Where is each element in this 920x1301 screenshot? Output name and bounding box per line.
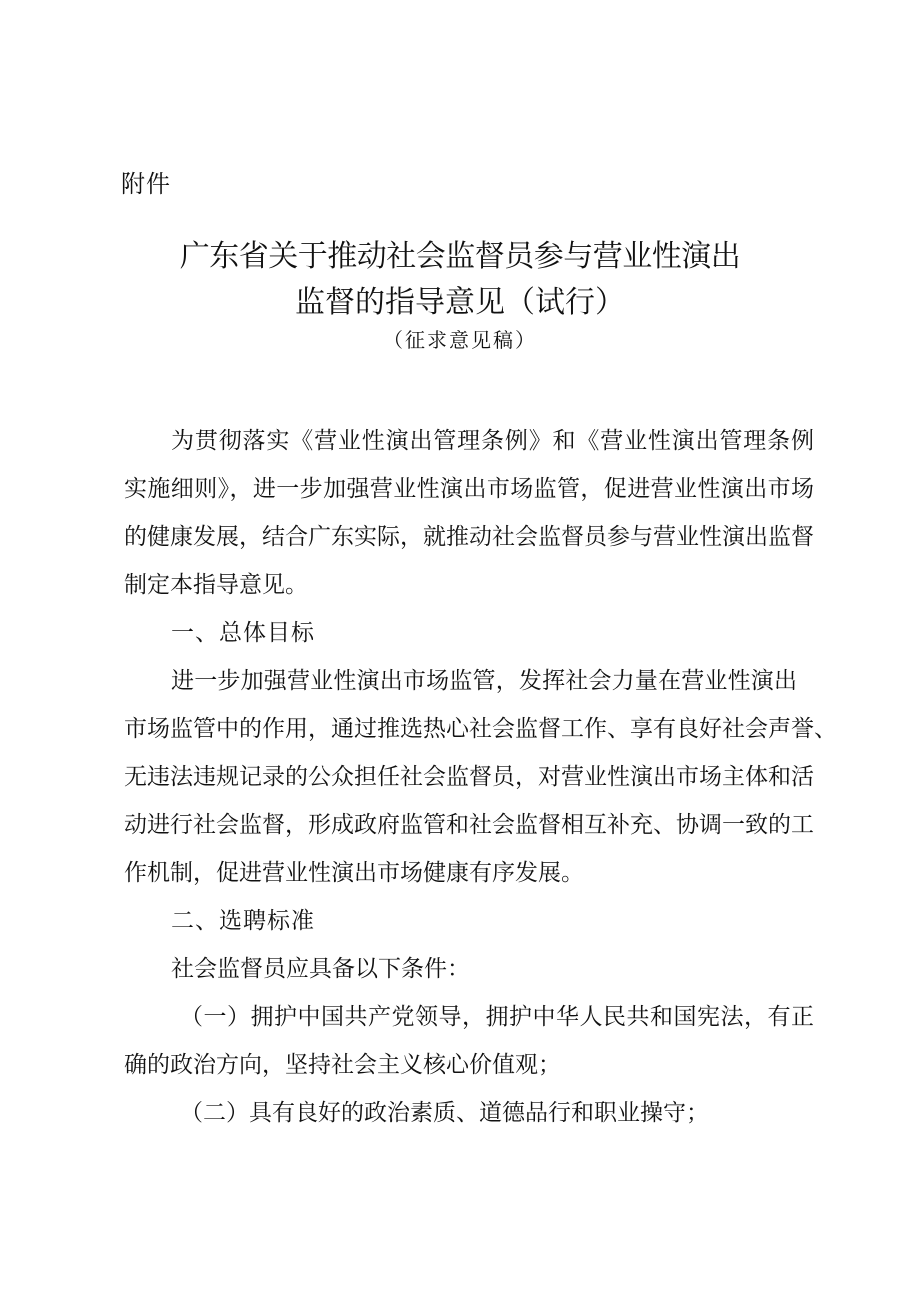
list-item-line: 确的政治方向，坚持社会主义核心价值观； <box>124 1052 561 1078</box>
list-item-line: （二）具有良好的政治素质、道德品行和职业操守； <box>180 1100 709 1126</box>
paragraph-line: 无违法违规记录的公众担任社会监督员，对营业性演出市场主体和活 <box>124 764 814 790</box>
preamble-line: 的健康发展，结合广东实际，就推动社会监督员参与营业性演出监督 <box>124 524 814 550</box>
preamble-line: 实施细则》，进一步加强营业性演出市场监管，促进营业性演出市场 <box>124 476 814 502</box>
preamble-line: 制定本指导意见。 <box>124 572 308 598</box>
paragraph-line: 作机制，促进营业性演出市场健康有序发展。 <box>124 860 584 886</box>
paragraph-line: 动进行社会监督，形成政府监管和社会监督相互补充、协调一致的工 <box>124 812 814 838</box>
section-heading: 一、总体目标 <box>171 620 315 646</box>
paragraph-line: 进一步加强营业性演出市场监管，发挥社会力量在营业性演出 <box>171 668 797 694</box>
section-heading: 二、选聘标准 <box>171 908 315 934</box>
attachment-label: 附件 <box>121 170 171 198</box>
paragraph-line: 市场监管中的作用，通过推选热心社会监督工作、享有良好社会声誉、 <box>124 716 837 742</box>
document-title-line-2: 监督的指导意见（试行） <box>295 285 625 320</box>
paragraph-line: 社会监督员应具备以下条件： <box>171 956 470 982</box>
list-item-line: （一）拥护中国共产党领导，拥护中华人民共和国宪法，有正 <box>180 1004 814 1030</box>
preamble-line: 为贯彻落实《营业性演出管理条例》和《营业性演出管理条例 <box>171 428 814 454</box>
draft-subtitle: （征求意见稿） <box>383 328 537 352</box>
document-title-line-1: 广东省关于推动社会监督员参与营业性演出 <box>179 239 741 274</box>
